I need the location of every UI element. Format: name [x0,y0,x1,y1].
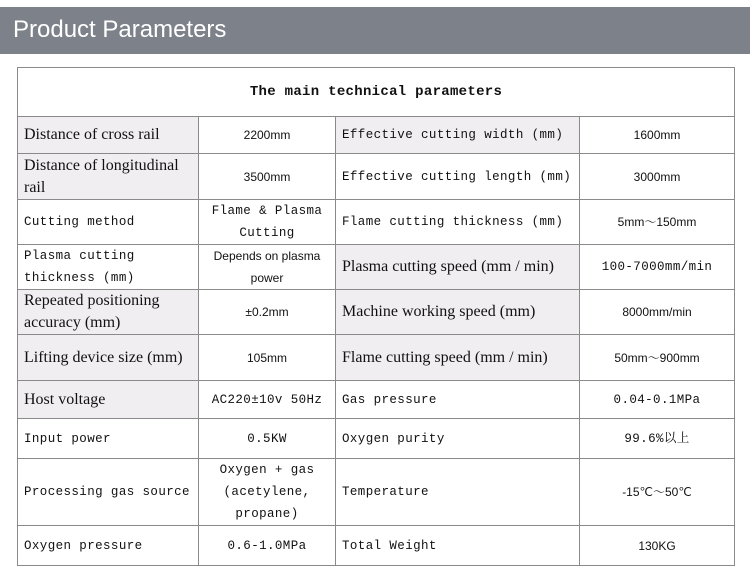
parameters-table [17,67,735,566]
param-label: Effective cutting width (mm) [336,117,580,154]
page-title: Product Parameters [13,16,227,43]
param-value: Flame & Plasma Cutting [199,200,336,245]
param-value: ±0.2mm [199,290,336,335]
param-value: Depends on plasma power [199,245,336,290]
param-label: Oxygen purity [336,419,580,459]
param-value: 0.04-0.1MPa [580,381,735,419]
param-value: 3000mm [580,154,735,200]
param-label: Plasma cutting thickness (mm) [18,245,199,290]
param-value: 0.6-1.0MPa [199,526,336,566]
param-value: 1600mm [580,117,735,154]
param-label: Host voltage [18,381,199,419]
param-label: Total Weight [336,526,580,566]
param-label: Flame cutting thickness (mm) [336,200,580,245]
param-value: 8000mm/min [580,290,735,335]
table-row [18,419,735,459]
param-label: Machine working speed (mm) [336,290,580,335]
param-value: 100-7000mm/min [580,245,735,290]
param-label: Oxygen pressure [18,526,199,566]
table-title: The main technical parameters [18,68,735,117]
param-value: 130KG [580,526,735,566]
param-label: Cutting method [18,200,199,245]
table-row [18,117,735,154]
param-label: Temperature [336,459,580,526]
table-title-row [18,68,735,117]
param-label: Effective cutting length (mm) [336,154,580,200]
param-label: Gas pressure [336,381,580,419]
param-label: Distance of cross rail [18,117,199,154]
header-banner [0,7,750,54]
param-label: Lifting device size (mm) [18,335,199,381]
param-label: Repeated positioning accuracy (mm) [18,290,199,335]
param-value: 0.5KW [199,419,336,459]
param-value: 105mm [199,335,336,381]
table-row [18,290,735,335]
param-value: 50mm～900mm [580,335,735,381]
param-value: 99.6%以上 [580,419,735,459]
param-value: AC220±10v 50Hz [199,381,336,419]
param-label: Distance of longitudinal rail [18,154,199,200]
table-row [18,245,735,290]
param-value: 5mm～150mm [580,200,735,245]
table-row [18,459,735,526]
table-row [18,200,735,245]
param-value: Oxygen + gas (acetylene, propane) [199,459,336,526]
table-row [18,381,735,419]
param-value: 2200mm [199,117,336,154]
param-label: Processing gas source [18,459,199,526]
table-row [18,154,735,200]
param-value: -15℃～50℃ [580,459,735,526]
param-value: 3500mm [199,154,336,200]
table-row [18,526,735,566]
param-label: Input power [18,419,199,459]
param-label: Plasma cutting speed (mm / min) [336,245,580,290]
table-row [18,335,735,381]
param-label: Flame cutting speed (mm / min) [336,335,580,381]
